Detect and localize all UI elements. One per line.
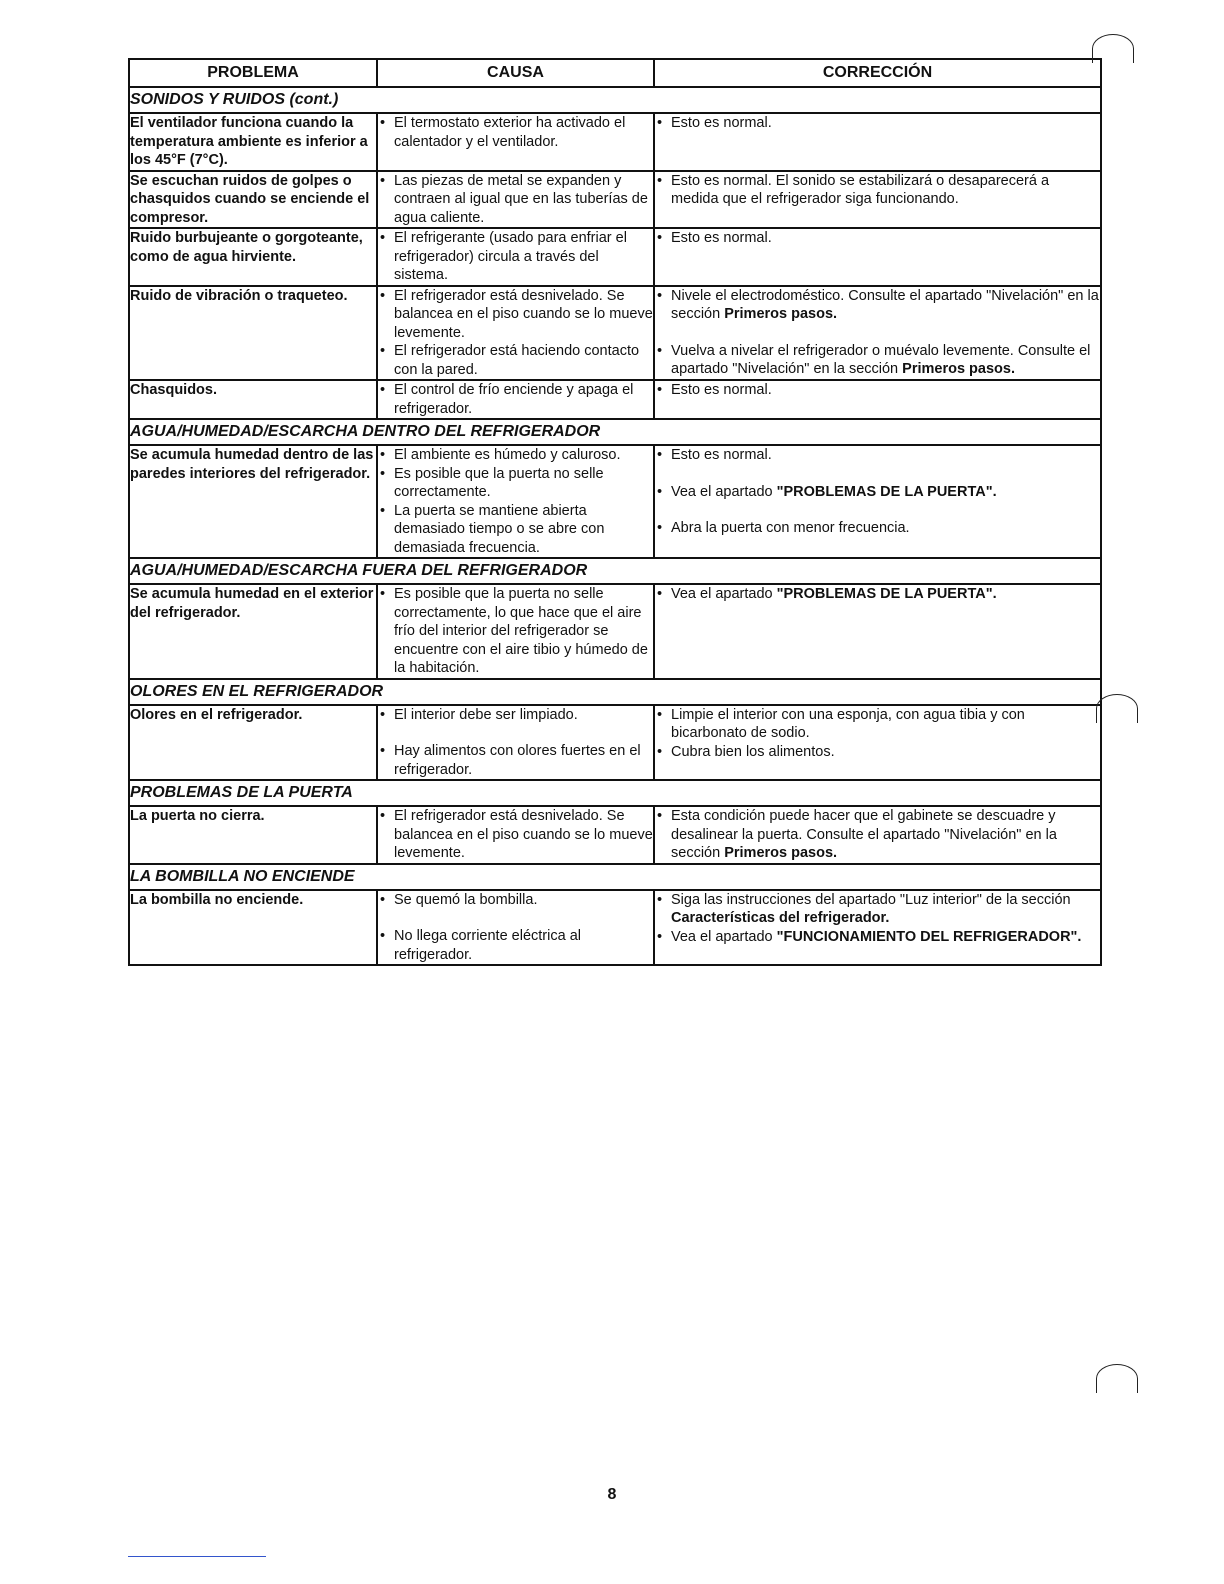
table-row [129, 228, 1101, 286]
cause-item: • Hay alimentos con olores fuertes en el refrigerador. [378, 742, 653, 779]
problem-cell: Olores en el refrigerador. [129, 705, 377, 781]
table-row [129, 705, 1101, 781]
problem-cell: Se escuchan ruidos de golpes o chasquidos cuando se enciende el compresor. [129, 171, 377, 229]
correction-item: • Esto es normal. [655, 381, 1100, 400]
correction-item [655, 342, 1100, 379]
page-number: 8 [607, 1486, 617, 1503]
binding-hole-mark [1092, 34, 1134, 63]
problem-cell: Se acumula humedad dentro de las paredes interiores del refrigerador. [129, 445, 377, 558]
table-row [129, 806, 1101, 864]
correction-item: • Limpie el interior con una esponja, con agua tibia y con bicarbonato de sodio. [655, 706, 1100, 743]
correction-cell [654, 445, 1101, 558]
cause-cell [377, 445, 654, 558]
correction-text: Siga las instrucciones del apartado "Luz interior" de la sección [671, 891, 1071, 908]
correction-item [655, 483, 1100, 502]
problem-cell: La puerta no cierra. [129, 806, 377, 864]
correction-text: Esta condición puede hacer que el gabinete se descuadre y desalinear la puerta. Consulte el apartado "Nivelación" en la sección [671, 808, 1057, 861]
correction-cell [654, 890, 1101, 966]
header-row [129, 59, 1101, 87]
correction-text: Vea el apartado [671, 928, 773, 945]
problem-cell: Chasquidos. [129, 380, 377, 419]
correction-item [655, 928, 1100, 947]
cause-item: • Es posible que la puerta no selle correctamente. [378, 465, 653, 502]
binding-hole-mark [1096, 694, 1138, 723]
correction-item: • Abra la puerta con menor frecuencia. [655, 519, 1100, 538]
table-row [129, 890, 1101, 966]
correction-text: Vea el apartado [671, 483, 773, 500]
table-row [129, 380, 1101, 419]
cause-item: • Las piezas de metal se expanden y contraen al igual que en las tuberías de agua caliente. [378, 172, 653, 228]
header-correction: CORRECCIÓN [654, 59, 1101, 87]
correction-item: • Esto es normal. El sonido se estabilizará o desaparecerá a medida que el refrigerador siga funcionando. [655, 172, 1100, 209]
door-problems-ref: "PROBLEMAS DE LA PUERTA". [776, 483, 997, 500]
table-row [129, 113, 1101, 171]
section-row [129, 87, 1101, 113]
correction-item: • Esto es normal. [655, 114, 1100, 133]
cause-cell [377, 705, 654, 781]
section-row [129, 419, 1101, 445]
correction-cell [654, 171, 1101, 229]
correction-cell [654, 584, 1101, 679]
section-title: PROBLEMAS DE LA PUERTA [129, 780, 1101, 806]
characteristics-ref: Características del refrigerador. [671, 910, 890, 926]
operation-ref: "FUNCIONAMIENTO DEL REFRIGERADOR". [776, 928, 1082, 945]
cause-item: • La puerta se mantiene abierta demasiado tiempo o se abre con demasiada frecuencia. [378, 502, 653, 558]
primeros-pasos-ref: Primeros pasos. [902, 361, 1015, 377]
cause-cell [377, 228, 654, 286]
cause-cell [377, 584, 654, 679]
correction-item [655, 891, 1100, 928]
section-title: AGUA/HUMEDAD/ESCARCHA FUERA DEL REFRIGERADOR [129, 558, 1101, 584]
cause-cell [377, 113, 654, 171]
correction-item: • Esto es normal. [655, 446, 1100, 465]
table-row [129, 286, 1101, 381]
section-title: AGUA/HUMEDAD/ESCARCHA DENTRO DEL REFRIGERADOR [129, 419, 1101, 445]
table-row [129, 445, 1101, 558]
correction-item [655, 585, 1100, 604]
cause-cell [377, 171, 654, 229]
footer-rule [128, 1556, 266, 1557]
binding-hole-mark [1096, 1364, 1138, 1393]
section-row [129, 780, 1101, 806]
problem-cell: El ventilador funciona cuando la temperatura ambiente es inferior a los 45°F (7°C). [129, 113, 377, 171]
cause-item: • No llega corriente eléctrica al refrigerador. [378, 927, 653, 964]
problem-cell: La bombilla no enciende. [129, 890, 377, 966]
section-row [129, 864, 1101, 890]
correction-cell [654, 228, 1101, 286]
cause-item: • El ambiente es húmedo y caluroso. [378, 446, 653, 465]
correction-cell [654, 286, 1101, 381]
troubleshooting-table [128, 58, 1102, 966]
primeros-pasos-ref: Primeros pasos. [724, 306, 838, 322]
cause-item: • El refrigerador está desnivelado. Se balancea en el piso cuando se lo mueve levemente. [378, 807, 653, 863]
correction-item: • Cubra bien los alimentos. [655, 743, 1100, 762]
problem-cell: Se acumula humedad en el exterior del refrigerador. [129, 584, 377, 679]
table-row [129, 171, 1101, 229]
correction-item [655, 807, 1100, 863]
primeros-pasos-ref: Primeros pasos. [724, 845, 838, 861]
correction-cell [654, 806, 1101, 864]
cause-item: • El refrigerador está desnivelado. Se balancea en el piso cuando se lo mueve levemente. [378, 287, 653, 343]
cause-cell [377, 806, 654, 864]
correction-cell [654, 380, 1101, 419]
section-title: OLORES EN EL REFRIGERADOR [129, 679, 1101, 705]
section-title: SONIDOS Y RUIDOS (cont.) [129, 87, 1101, 113]
problem-cell: Ruido burbujeante o gorgoteante, como de agua hirviente. [129, 228, 377, 286]
cause-cell [377, 286, 654, 381]
correction-item [655, 287, 1100, 324]
section-row [129, 679, 1101, 705]
cause-item: • El termostato exterior ha activado el calentador y el ventilador. [378, 114, 653, 151]
cause-item: • Es posible que la puerta no selle correctamente, lo que hace que el aire frío del interior del refrigerador se encuentre con el aire tibio y húmedo de la habitación. [378, 585, 653, 678]
cause-cell [377, 890, 654, 966]
cause-item: • El refrigerador está haciendo contacto con la pared. [378, 342, 653, 379]
correction-text: Vuelva a nivelar el refrigerador o muévalo levemente. Consulte el apartado "Nivelación" en la sección [671, 342, 1091, 377]
correction-text: Nivele el electrodoméstico. Consulte el apartado "Nivelación" en la sección [671, 287, 1099, 322]
cause-item: • El interior debe ser limpiado. [378, 706, 653, 725]
cause-item: • Se quemó la bombilla. [378, 891, 653, 910]
header-problem: PROBLEMA [129, 59, 377, 87]
problem-cell: Ruido de vibración o traqueteo. [129, 286, 377, 381]
cause-cell [377, 380, 654, 419]
correction-item: • Esto es normal. [655, 229, 1100, 248]
correction-cell [654, 113, 1101, 171]
section-row [129, 558, 1101, 584]
cause-item: • El control de frío enciende y apaga el refrigerador. [378, 381, 653, 418]
section-title: LA BOMBILLA NO ENCIENDE [129, 864, 1101, 890]
table-row [129, 584, 1101, 679]
correction-cell [654, 705, 1101, 781]
correction-text: Vea el apartado [671, 586, 773, 602]
header-cause: CAUSA [377, 59, 654, 87]
cause-item: • El refrigerante (usado para enfriar el refrigerador) circula a través del sistema. [378, 229, 653, 285]
door-problems-ref: "PROBLEMAS DE LA PUERTA". [776, 586, 997, 602]
